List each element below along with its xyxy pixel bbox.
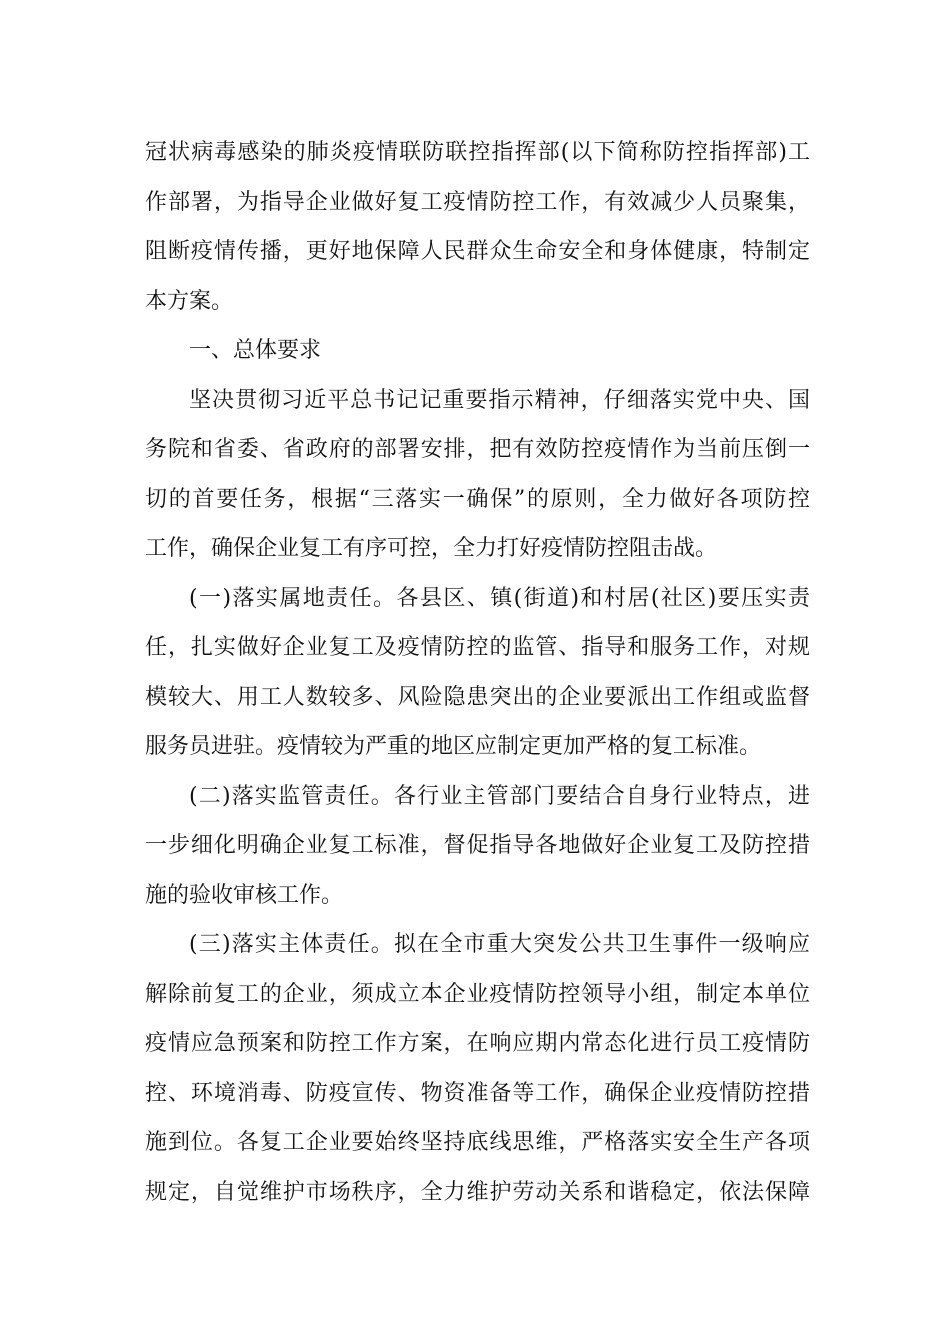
text-line: 工作，确保企业复工有序可控，全力打好疫情防控阻击战。 xyxy=(145,536,718,561)
text-line: 切的首要任务，根据“三落实一确保”的原则，全力做好各项防控 xyxy=(145,486,810,512)
text-line: 服务员进驻。疫情较为严重的地区应制定更加严格的复工标准。 xyxy=(145,734,762,759)
text-line: 务院和省委、省政府的部署安排，把有效防控疫情作为当前压倒一 xyxy=(145,437,810,462)
text-line: 施到位。各复工企业要始终坚持底线思维，严格落实安全生产各项 xyxy=(145,1130,810,1155)
section-heading: 一、总体要求 xyxy=(189,338,322,363)
text-line: 规定，自觉维护市场秩序，全力维护劳动关系和谐稳定，依法保障 xyxy=(145,1179,810,1205)
text-line: 施的验收审核工作。 xyxy=(145,882,344,908)
text-line: 疫情应急预案和防控工作方案，在响应期内常态化进行员工疫情防 xyxy=(145,1031,810,1056)
text-line: 任，扎实做好企业复工及疫情防控的监管、指导和服务工作，对规 xyxy=(145,635,810,660)
text-line: 作部署，为指导企业做好复工疫情防控工作，有效减少人员聚集， xyxy=(145,189,810,215)
text-line: 一步细化明确企业复工标准，督促指导各地做好企业复工及防控措 xyxy=(145,833,810,858)
text-line: 坚决贯彻习近平总书记记重要指示精神，仔细落实党中央、国 xyxy=(189,387,810,413)
text-line: 模较大、用工人数较多、风险隐患突出的企业要派出工作组或监督 xyxy=(145,684,810,710)
text-line: (三)落实主体责任。拟在全市重大突发公共卫生事件一级响应 xyxy=(189,932,810,957)
text-line: (一)落实属地责任。各县区、镇(街道)和村居(社区)要压实责 xyxy=(189,585,810,611)
document-body xyxy=(145,128,810,1217)
text-line: 本方案。 xyxy=(145,288,234,314)
text-line: 阻断疫情传播，更好地保障人民群众生命安全和身体健康，特制定 xyxy=(145,239,810,264)
text-line: 控、环境消毒、防疫宣传、物资准备等工作，确保企业疫情防控措 xyxy=(145,1080,810,1106)
text-line: 解除前复工的企业，须成立本企业疫情防控领导小组，制定本单位 xyxy=(145,981,810,1007)
text-line: 冠状病毒感染的肺炎疫情联防联控指挥部(以下简称防控指挥部)工 xyxy=(145,140,810,165)
text-line: (二)落实监管责任。各行业主管部门要结合自身行业特点，进 xyxy=(189,783,810,809)
